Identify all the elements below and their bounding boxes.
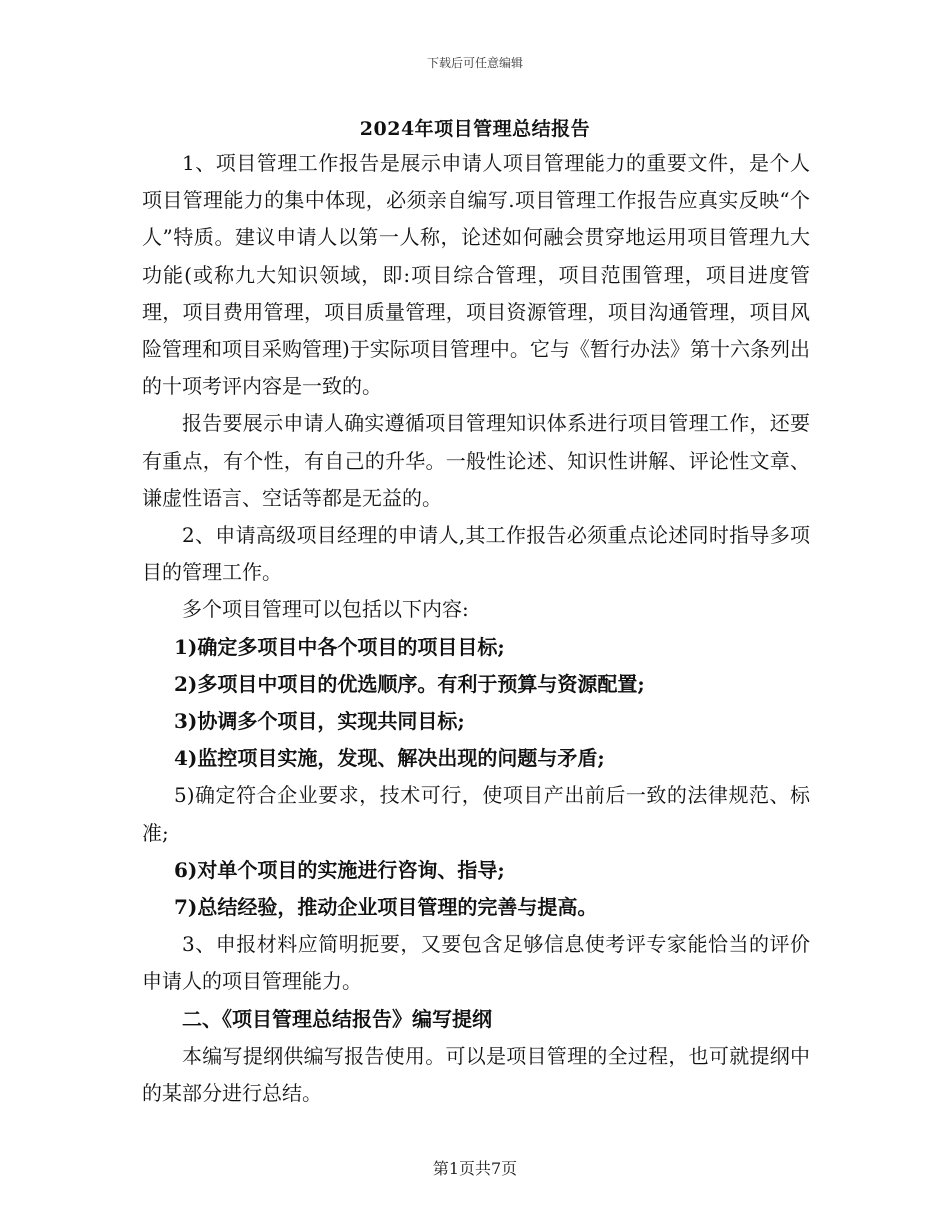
list-item-7: 7)总结经验，推动企业项目管理的完善与提高。 (174, 895, 598, 920)
document-title: 2024年项目管理总结报告 (359, 118, 591, 140)
paragraph-6: 本编写提纲供编写报告使用。可以是项目管理的全过程，也可就提纲中的某部分进行总结。 (142, 1043, 810, 1106)
list-item-6: 6)对单个项目的实施进行咨询、指导; (174, 857, 505, 882)
list-item-2: 2)多项目中项目的优选顺序。有利于预算与资源配置; (174, 671, 645, 696)
list-item-4: 4)监控项目实施，发现、解决出现的问题与矛盾; (174, 746, 605, 771)
list-item-1: 1)确定多项目中各个项目的项目目标; (174, 634, 505, 659)
paragraph-1: 1、项目管理工作报告是展示申请人项目管理能力的重要文件，是个人项目管理能力的集中体现，必须亲自编写.项目管理工作报告应真实反映“个人”特质。建议申请人以第一人称，论述如何融会贯穿地运用项目管理九大功能(或称九大知识领域，即:项目综合管理，项目范围管理，项目进度管理，项目费用管理，项目质量管理，项目资源管理，项目沟通管理，项目风险管理和项目采购管理)于实际项目管理中。它与《暂行办法》第十六条列出的十项考评内容是一致的。 (142, 151, 810, 399)
document-body (142, 145, 810, 1112)
paragraph-4: 多个项目管理可以包括以下内容: (182, 597, 469, 622)
list-item-5: 5)确定符合企业要求，技术可行，使项目产出前后一致的法律规范、标准; (142, 783, 810, 845)
section-heading: 二、《项目管理总结报告》编写提纲 (182, 1006, 492, 1031)
paragraph-5: 3、申报材料应简明扼要，又要包含足够信息使考评专家能恰当的评价申请人的项目管理能力。 (142, 932, 810, 994)
page-footer: 第1页共7页 (432, 1159, 518, 1178)
list-item-3: 3)协调多个项目，实现共同目标; (174, 709, 465, 734)
paragraph-3: 2、申请高级项目经理的申请人,其工作报告必须重点论述同时指导多项目的管理工作。 (142, 523, 810, 585)
page-header: 下载后可任意编辑 (426, 56, 523, 70)
paragraph-2: 报告要展示申请人确实遵循项目管理知识体系进行项目管理工作，还要有重点，有个性，有自己的升华。一般性论述、知识性讲解、评论性文章、谦虚性语言、空话等都是无益的。 (142, 411, 810, 510)
